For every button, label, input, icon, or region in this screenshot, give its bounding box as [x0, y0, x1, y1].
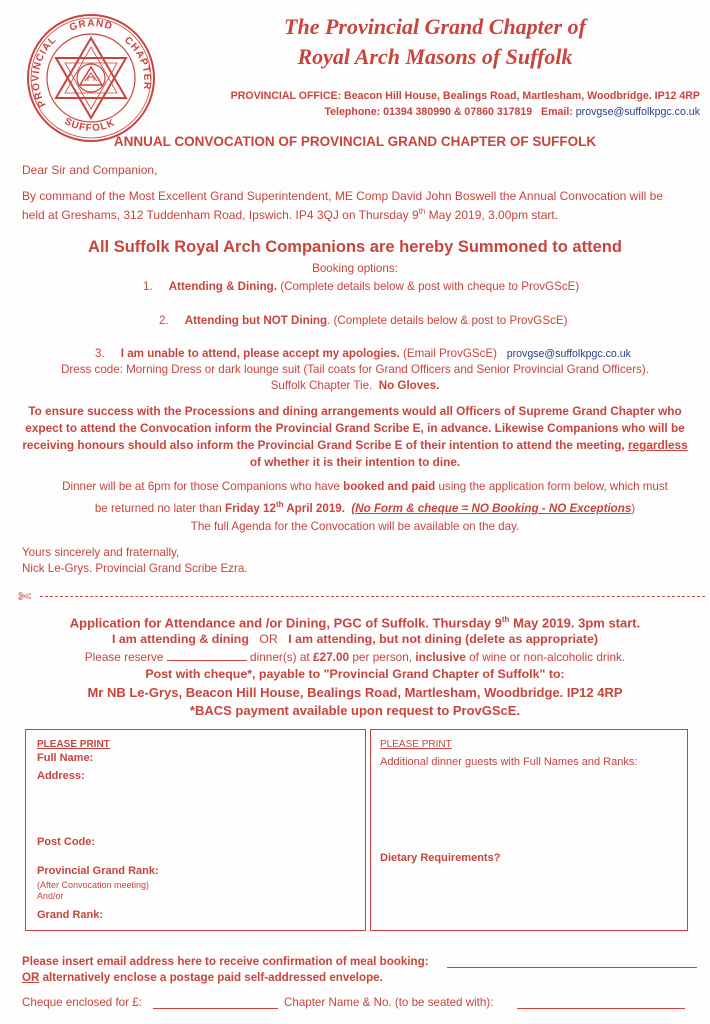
reserve-inclusive: inclusive [415, 650, 466, 664]
dinner-line-1 [20, 478, 710, 496]
option-1 [143, 280, 579, 293]
closing: Yours sincerely and fraternally, [22, 546, 180, 559]
choice-or: OR [259, 632, 278, 646]
email-confirm-field[interactable] [447, 967, 697, 968]
dinner-line-2 [20, 496, 710, 518]
dress-tie: Suffolk Chapter Tie. [270, 379, 373, 392]
intro-paragraph [22, 189, 702, 223]
summon-heading: All Suffolk Royal Arch Companions are hereby Summoned to attend [88, 238, 622, 256]
envelope-alternative [22, 971, 383, 984]
reserve-price: £27.00 [313, 650, 350, 664]
title-line-2: Royal Arch Masons of Suffolk [297, 44, 573, 69]
notice-line-3 [10, 437, 700, 454]
app-title-2: May 2019. 3pm start. [509, 615, 641, 631]
left-please-print: PLEASE PRINT [37, 739, 110, 750]
reserve-line [0, 649, 710, 666]
full-name-label[interactable]: Full Name: [37, 752, 94, 764]
option-2-rest: . (Complete details below & post to ProvGScE) [327, 314, 568, 327]
bacs-note: *BACS payment available upon request to ProvGScE. [189, 703, 521, 718]
email-confirm-label: Please insert email address here to receive confirmation of meal booking: [22, 955, 429, 968]
salutation: Dear Sir and Companion, [22, 163, 158, 177]
dinner-paragraph [20, 478, 710, 518]
alt-rest: alternatively enclose a postage paid self-addressed envelope. [39, 971, 383, 984]
option-2-num: 2. [159, 314, 169, 327]
app-title-sup: th [501, 615, 510, 624]
intro-line-2 [22, 204, 702, 223]
option-1-num: 1. [143, 280, 153, 293]
provincial-rank-label[interactable]: Provincial Grand Rank: [37, 865, 159, 877]
notice-line-3-text: receiving honours should also inform the Provincial Grand Scribe E of their intention to attend the meeting, [22, 438, 625, 452]
choice-hint: (delete as appropriate) [465, 632, 599, 646]
option-3 [95, 347, 631, 360]
dinner-2d: (No Form & cheque = NO Booking - NO Exceptions [351, 501, 632, 515]
title-line-1: The Provincial Grand Chapter of [284, 14, 586, 39]
right-please-print: PLEASE PRINT [380, 739, 452, 750]
app-title-1: Application for Attendance and /or Dining, PGC of Suffolk. Thursday 9 [69, 615, 502, 631]
office-email-link[interactable]: provgse@suffolkpgc.co.uk [575, 106, 700, 118]
cut-line [40, 596, 705, 597]
application-title [0, 611, 710, 631]
option-3-num: 3. [95, 347, 105, 360]
dinner-1b: booked and paid [343, 480, 436, 493]
dress-gloves: No Gloves. [378, 379, 440, 392]
officers-notice [10, 403, 700, 471]
guests-label[interactable]: Additional dinner guests with Full Names and Ranks: [380, 756, 638, 768]
booking-options-label: Booking options: [312, 262, 398, 275]
choice-not-dining[interactable]: I am attending, but not dining [288, 632, 462, 646]
reserve-per-person: per person, [352, 650, 413, 664]
post-code-label[interactable]: Post Code: [37, 836, 96, 848]
option-1-bold: Attending & Dining. [168, 280, 277, 293]
seal-text-left: PROVINCIAL [30, 34, 60, 109]
dress-code-line-1: Dress code: Morning Dress or dark lounge suit (Tail coats for Grand Officers and Senior Provincial Grand Officers). [61, 363, 649, 376]
option-2-bold: Attending but NOT Dining [184, 314, 328, 327]
letter-heading: ANNUAL CONVOCATION OF PROVINCIAL GRAND CHAPTER OF SUFFOLK [113, 134, 597, 149]
intro-sup: th [418, 207, 426, 216]
chapter-field[interactable] [517, 1008, 685, 1009]
dinner-1c: using the application form below, which must [435, 480, 668, 493]
dinner-sup: th [275, 500, 284, 509]
dinner-2a: be returned no later than [94, 501, 226, 515]
seal-text-top: GRAND [68, 18, 115, 34]
choice-dining[interactable]: I am attending & dining [111, 632, 249, 646]
grand-rank-label[interactable]: Grand Rank: [37, 909, 104, 921]
notice-regardless: regardless [627, 438, 688, 452]
dinner-2c: April 2019. [283, 501, 345, 515]
notice-line-2: expect to attend the Convocation inform the Provincial Grand Scribe E, in advance. Likewise Companions who will be [25, 421, 685, 435]
chapter-label: Chapter Name & No. (to be seated with): [284, 996, 494, 1009]
dietary-label[interactable]: Dietary Requirements? [380, 852, 501, 864]
option-3-rest: (Email ProvGScE) [399, 347, 498, 360]
telephone: Telephone: 01394 380990 & 07860 317819 [324, 106, 533, 118]
seal-text-right: CHAPTER [122, 34, 153, 91]
reserve-label: Please reserve [84, 650, 164, 664]
dinner-2b: Friday 12 [225, 501, 276, 515]
intro-line-1: By command of the Most Excellent Grand Superintendent, ME Comp David John Boswell the Annual Convocation will be [22, 189, 664, 203]
post-instruction: Post with cheque*, payable to "Provincial Grand Chapter of Suffolk" to: [145, 667, 565, 681]
apologies-email-link[interactable]: provgse@suffolkpgc.co.uk [506, 348, 631, 360]
agenda-note: The full Agenda for the Convocation will be available on the day. [190, 520, 520, 533]
cheque-label: Cheque enclosed for £: [22, 996, 142, 1009]
email-label: Email: [541, 106, 573, 118]
scissors-icon: ✄ [18, 589, 32, 606]
address-label[interactable]: Address: [37, 770, 85, 782]
seal-text-bottom: SUFFOLK [62, 116, 118, 135]
option-2 [159, 314, 567, 327]
and-or-note: And/or [37, 891, 64, 901]
royal-arch-seal-icon [26, 13, 156, 143]
post-address: Mr NB Le-Grys, Beacon Hill House, Bealings Road, Martlesham, Woodbridge. IP12 4RP [87, 685, 623, 700]
reserve-wine: of wine or non-alcoholic drink. [469, 650, 626, 664]
alt-or: OR [22, 971, 40, 984]
svg-text:CHAPTER [122, 35, 152, 91]
intro-line-2-end: May 2019, 3.00pm start. [425, 208, 559, 222]
option-1-rest: (Complete details below & post with cheque to ProvGScE) [276, 280, 580, 293]
reserve-dinners: dinner(s) at [250, 650, 310, 664]
notice-line-1: To ensure success with the Processions and dining arrangements would all Officers of Supreme Grand Chapter who [28, 404, 682, 418]
dinner-count-field[interactable] [167, 649, 247, 661]
after-meeting-note: (After Convocation meeting) [37, 880, 150, 890]
dress-code-line-2 [0, 379, 710, 392]
svg-text:PROVINCIAL [31, 34, 59, 109]
attendance-choice [0, 631, 710, 648]
cheque-amount-field[interactable] [153, 1008, 278, 1009]
dinner-1a: Dinner will be at 6pm for those Companions who have [62, 480, 344, 493]
notice-line-4: of whether it is their intention to dine. [249, 455, 461, 469]
office-contact [175, 106, 700, 118]
signature: Nick Le-Grys. Provincial Grand Scribe Ezra. [22, 562, 248, 575]
intro-line-2-text: held at Greshams, 312 Tuddenham Road, Ipswich. IP4 3QJ on Thursday 9 [22, 208, 419, 222]
option-3-bold: I am unable to attend, please accept my apologies. [120, 347, 400, 360]
dinner-2e: ) [631, 501, 636, 515]
office-address: PROVINCIAL OFFICE: Beacon Hill House, Bealings Road, Martlesham, Woodbridge. IP12 4RP [230, 90, 700, 102]
